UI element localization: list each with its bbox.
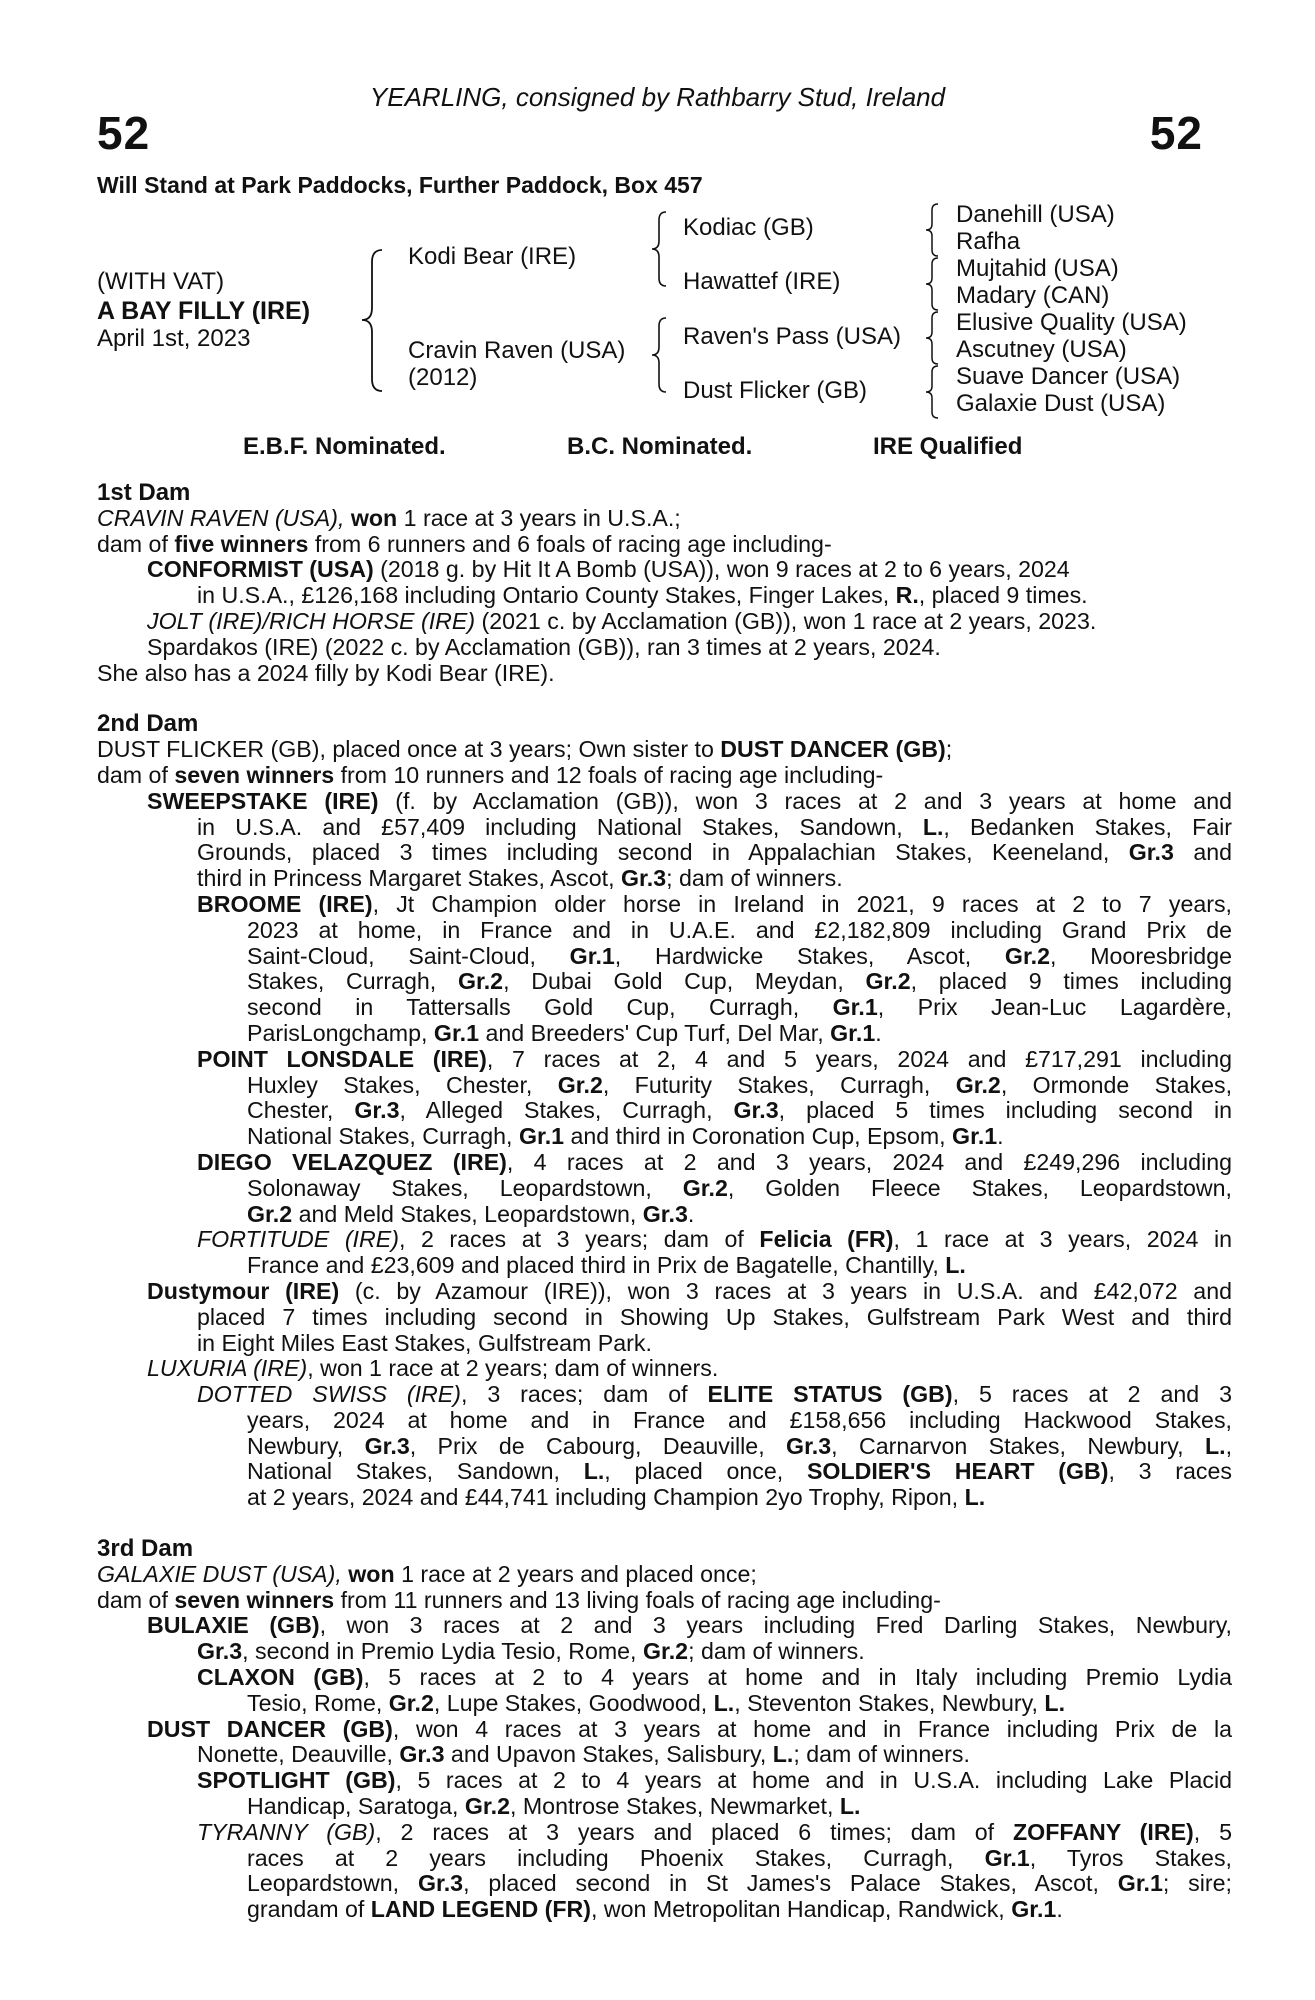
- pedigree-brace-dd: [924, 364, 942, 420]
- produce-dotted-swiss-4: National Stakes, Sandown, L., placed once, SOLDIER'S HEART (GB), 3 races: [247, 1458, 1232, 1485]
- produce-dotted-swiss: DOTTED SWISS (IRE), 3 races; dam of ELITE STATUS (GB), 5 races at 2 and 3: [197, 1381, 1233, 1408]
- produce-dust-dancer-2: Nonette, Deauville, Gr.3 and Upavon Stakes, Salisbury, L.; dam of winners.: [197, 1741, 970, 1768]
- dds: Suave Dancer (USA): [956, 363, 1181, 390]
- pedigree-brace-main: [360, 248, 390, 393]
- dss: Elusive Quality (USA): [956, 309, 1187, 336]
- produce-spardakos: Spardakos (IRE) (2022 c. by Acclamation (GB)), ran 3 times at 2 years, 2024.: [147, 633, 941, 660]
- sss: Danehill (USA): [956, 201, 1115, 228]
- produce-tyranny: TYRANNY (GB), 2 races at 3 years and placed 6 times; dam of ZOFFANY (IRE), 5: [197, 1818, 1233, 1845]
- pedigree-brace-sire: [650, 210, 670, 288]
- produce-diego-velazquez: DIEGO VELAZQUEZ (IRE), 4 races at 2 and 3 years, 2024 and £249,296 including: [197, 1148, 1233, 1175]
- produce-broome-6: ParisLongchamp, Gr.1 and Breeders' Cup Turf, Del Mar, Gr.1.: [247, 1019, 882, 1046]
- produce-luxuria: LUXURIA (IRE), won 1 race at 2 years; dam of winners.: [147, 1355, 719, 1382]
- horse-name: A BAY FILLY (IRE): [97, 297, 311, 325]
- produce-dustymour-3: in Eight Miles East Stakes, Gulfstream Park.: [197, 1329, 652, 1356]
- produce-dust-dancer: DUST DANCER (GB), won 4 races at 3 years at home and in France including Prix de la: [147, 1715, 1233, 1742]
- second-dam-heading: 2nd Dam: [97, 710, 199, 738]
- produce-dotted-swiss-3: Newbury, Gr.3, Prix de Cabourg, Deauville, Gr.3, Carnarvon Stakes, Newbury, L.,: [247, 1432, 1233, 1459]
- produce-point-lonsdale-4: National Stakes, Curragh, Gr.1 and third in Coronation Cup, Epsom, Gr.1.: [247, 1123, 1004, 1150]
- produce-broome-2: 2023 at home, in France and in U.A.E. and £2,182,809 including Grand Prix de: [247, 916, 1232, 943]
- dam-name: Cravin Raven (USA): [408, 337, 626, 364]
- third-dam-produce-intro: dam of seven winners from 11 runners and 13 living foals of racing age including-: [97, 1586, 941, 1613]
- produce-tyranny-4: grandam of LAND LEGEND (FR), won Metropolitan Handicap, Randwick, Gr.1.: [247, 1896, 1063, 1923]
- produce-fortitude: FORTITUDE (IRE), 2 races at 3 years; dam of Felicia (FR), 1 race at 3 years, 2024 in: [197, 1226, 1232, 1253]
- dsd: Ascutney (USA): [956, 336, 1127, 363]
- pedigree-brace-sd: [924, 256, 942, 312]
- produce-claxon-2: Tesio, Rome, Gr.2, Lupe Stakes, Goodwood, L., Steventon Stakes, Newbury, L.: [247, 1689, 1066, 1716]
- produce-conformist: CONFORMIST (USA) (2018 g. by Hit It A Bomb (USA)), won 9 races at 2 to 6 years, 2024: [147, 556, 1070, 583]
- pedigree-brace-ss: [924, 202, 942, 258]
- produce-2024-filly: She also has a 2024 filly by Kodi Bear (IRE).: [97, 659, 555, 686]
- produce-broome: BROOME (IRE), Jt Champion older horse in Ireland in 2021, 9 races at 2 to 7 years,: [197, 890, 1232, 917]
- produce-fortitude-2: France and £23,609 and placed third in Prix de Bagatelle, Chantilly, L.: [247, 1252, 966, 1279]
- second-dam-line: DUST FLICKER (GB), placed once at 3 years; Own sister to DUST DANCER (GB);: [97, 736, 953, 763]
- produce-diego-velazquez-3: Gr.2 and Meld Stakes, Leopardstown, Gr.3.: [247, 1200, 695, 1227]
- produce-broome-4: Stakes, Curragh, Gr.2, Dubai Gold Cup, Meydan, Gr.2, placed 9 times including: [247, 968, 1232, 995]
- second-dam-produce-intro: dam of seven winners from 10 runners and 12 foals of racing age including-: [97, 761, 884, 788]
- ebf-nominated: E.B.F. Nominated.: [243, 433, 446, 460]
- produce-diego-velazquez-2: Solonaway Stakes, Leopardstown, Gr.2, Golden Fleece Stakes, Leopardstown,: [247, 1174, 1232, 1201]
- vat-note: (WITH VAT): [97, 268, 225, 295]
- pedigree-brace-dam: [650, 316, 670, 394]
- produce-tyranny-2: races at 2 years including Phoenix Stakes, Curragh, Gr.1, Tyros Stakes,: [247, 1844, 1232, 1871]
- produce-dotted-swiss-5: at 2 years, 2024 and £44,741 including Champion 2yo Trophy, Ripon, L.: [247, 1484, 986, 1511]
- produce-claxon: CLAXON (GB), 5 races at 2 to 4 years at home and in Italy including Premio Lydia: [197, 1664, 1232, 1691]
- sire-dam: Hawattef (IRE): [683, 268, 841, 295]
- sire-name: Kodi Bear (IRE): [408, 243, 577, 270]
- lot-number-left: 52: [97, 107, 151, 159]
- dam-dam: Dust Flicker (GB): [683, 377, 868, 404]
- first-dam-produce-intro: dam of five winners from 6 runners and 6 foals of racing age including-: [97, 530, 832, 557]
- produce-jolt: JOLT (IRE)/RICH HORSE (IRE) (2021 c. by Acclamation (GB)), won 1 race at 2 years, 2023.: [147, 607, 1097, 634]
- produce-bulaxie-2: Gr.3, second in Premio Lydia Tesio, Rome, Gr.2; dam of winners.: [197, 1638, 865, 1665]
- third-dam-line: GALAXIE DUST (USA), won 1 race at 2 years and placed once;: [97, 1560, 757, 1587]
- produce-spotlight: SPOTLIGHT (GB), 5 races at 2 to 4 years at home and in U.S.A. including Lake Placid: [197, 1767, 1232, 1794]
- produce-broome-5: second in Tattersalls Gold Cup, Curragh, Gr.1, Prix Jean-Luc Lagardère,: [247, 994, 1233, 1021]
- ire-qualified: IRE Qualified: [873, 433, 1023, 460]
- dam-sire: Raven's Pass (USA): [683, 323, 901, 350]
- produce-tyranny-3: Leopardstown, Gr.3, placed second in St James's Palace Stakes, Ascot, Gr.1; sire;: [247, 1870, 1232, 1897]
- dam-year: (2012): [408, 364, 478, 391]
- produce-dotted-swiss-2: years, 2024 at home and in France and £158,656 including Hackwood Stakes,: [247, 1406, 1232, 1433]
- produce-spotlight-2: Handicap, Saratoga, Gr.2, Montrose Stakes, Newmarket, L.: [247, 1793, 861, 1820]
- sds: Mujtahid (USA): [956, 255, 1119, 282]
- catalogue-body: [97, 480, 1232, 1923]
- lot-number-right: 52: [1149, 107, 1203, 159]
- produce-dustymour-2: placed 7 times including second in Showing Up Stakes, Gulfstream Park West and third: [197, 1303, 1232, 1330]
- produce-sweepstake: SWEEPSTAKE (IRE) (f. by Acclamation (GB)), won 3 races at 2 and 3 years at home and: [147, 787, 1232, 814]
- pedigree-brace-ds: [924, 310, 942, 366]
- ddd: Galaxie Dust (USA): [956, 390, 1166, 417]
- sdd: Madary (CAN): [956, 282, 1110, 309]
- produce-broome-3: Saint-Cloud, Saint-Cloud, Gr.1, Hardwicke Stakes, Ascot, Gr.2, Mooresbridge: [247, 942, 1232, 969]
- first-dam-heading: 1st Dam: [97, 479, 191, 506]
- produce-conformist-cont: in U.S.A., £126,168 including Ontario County Stakes, Finger Lakes, R., placed 9 times.: [197, 582, 1088, 609]
- produce-bulaxie: BULAXIE (GB), won 3 races at 2 and 3 years including Fred Darling Stakes, Newbury,: [147, 1612, 1233, 1639]
- produce-sweepstake-2: in U.S.A. and £57,409 including National Stakes, Sandown, L., Bedanken Stakes, Fair: [197, 813, 1233, 840]
- produce-point-lonsdale-3: Chester, Gr.3, Alleged Stakes, Curragh, Gr.3, placed 5 times including second in: [247, 1097, 1233, 1124]
- produce-point-lonsdale-2: Huxley Stakes, Chester, Gr.2, Futurity Stakes, Curragh, Gr.2, Ormonde Stakes,: [247, 1071, 1233, 1098]
- ssd: Rafha: [956, 228, 1021, 255]
- third-dam-heading: 3rd Dam: [97, 1535, 194, 1563]
- sire-sire: Kodiac (GB): [683, 214, 814, 241]
- page-subtitle: YEARLING, consigned by Rathbarry Stud, Ireland: [369, 82, 946, 112]
- produce-point-lonsdale: POINT LONSDALE (IRE), 7 races at 2, 4 and 5 years, 2024 and £717,291 including: [197, 1045, 1233, 1072]
- produce-dustymour: Dustymour (IRE) (c. by Azamour (IRE)), won 3 races at 3 years in U.S.A. and £42,072 and: [147, 1277, 1232, 1304]
- produce-sweepstake-3: Grounds, placed 3 times including second in Appalachian Stakes, Keeneland, Gr.3 and: [197, 839, 1233, 866]
- produce-sweepstake-4: third in Princess Margaret Stakes, Ascot, Gr.3; dam of winners.: [197, 865, 843, 892]
- stand-location: Will Stand at Park Paddocks, Further Paddock, Box 457: [97, 172, 703, 198]
- horse-dob: April 1st, 2023: [97, 325, 251, 352]
- bc-nominated: B.C. Nominated.: [567, 433, 753, 460]
- first-dam-line: CRAVIN RAVEN (USA), won 1 race at 3 years in U.S.A.;: [97, 504, 681, 531]
